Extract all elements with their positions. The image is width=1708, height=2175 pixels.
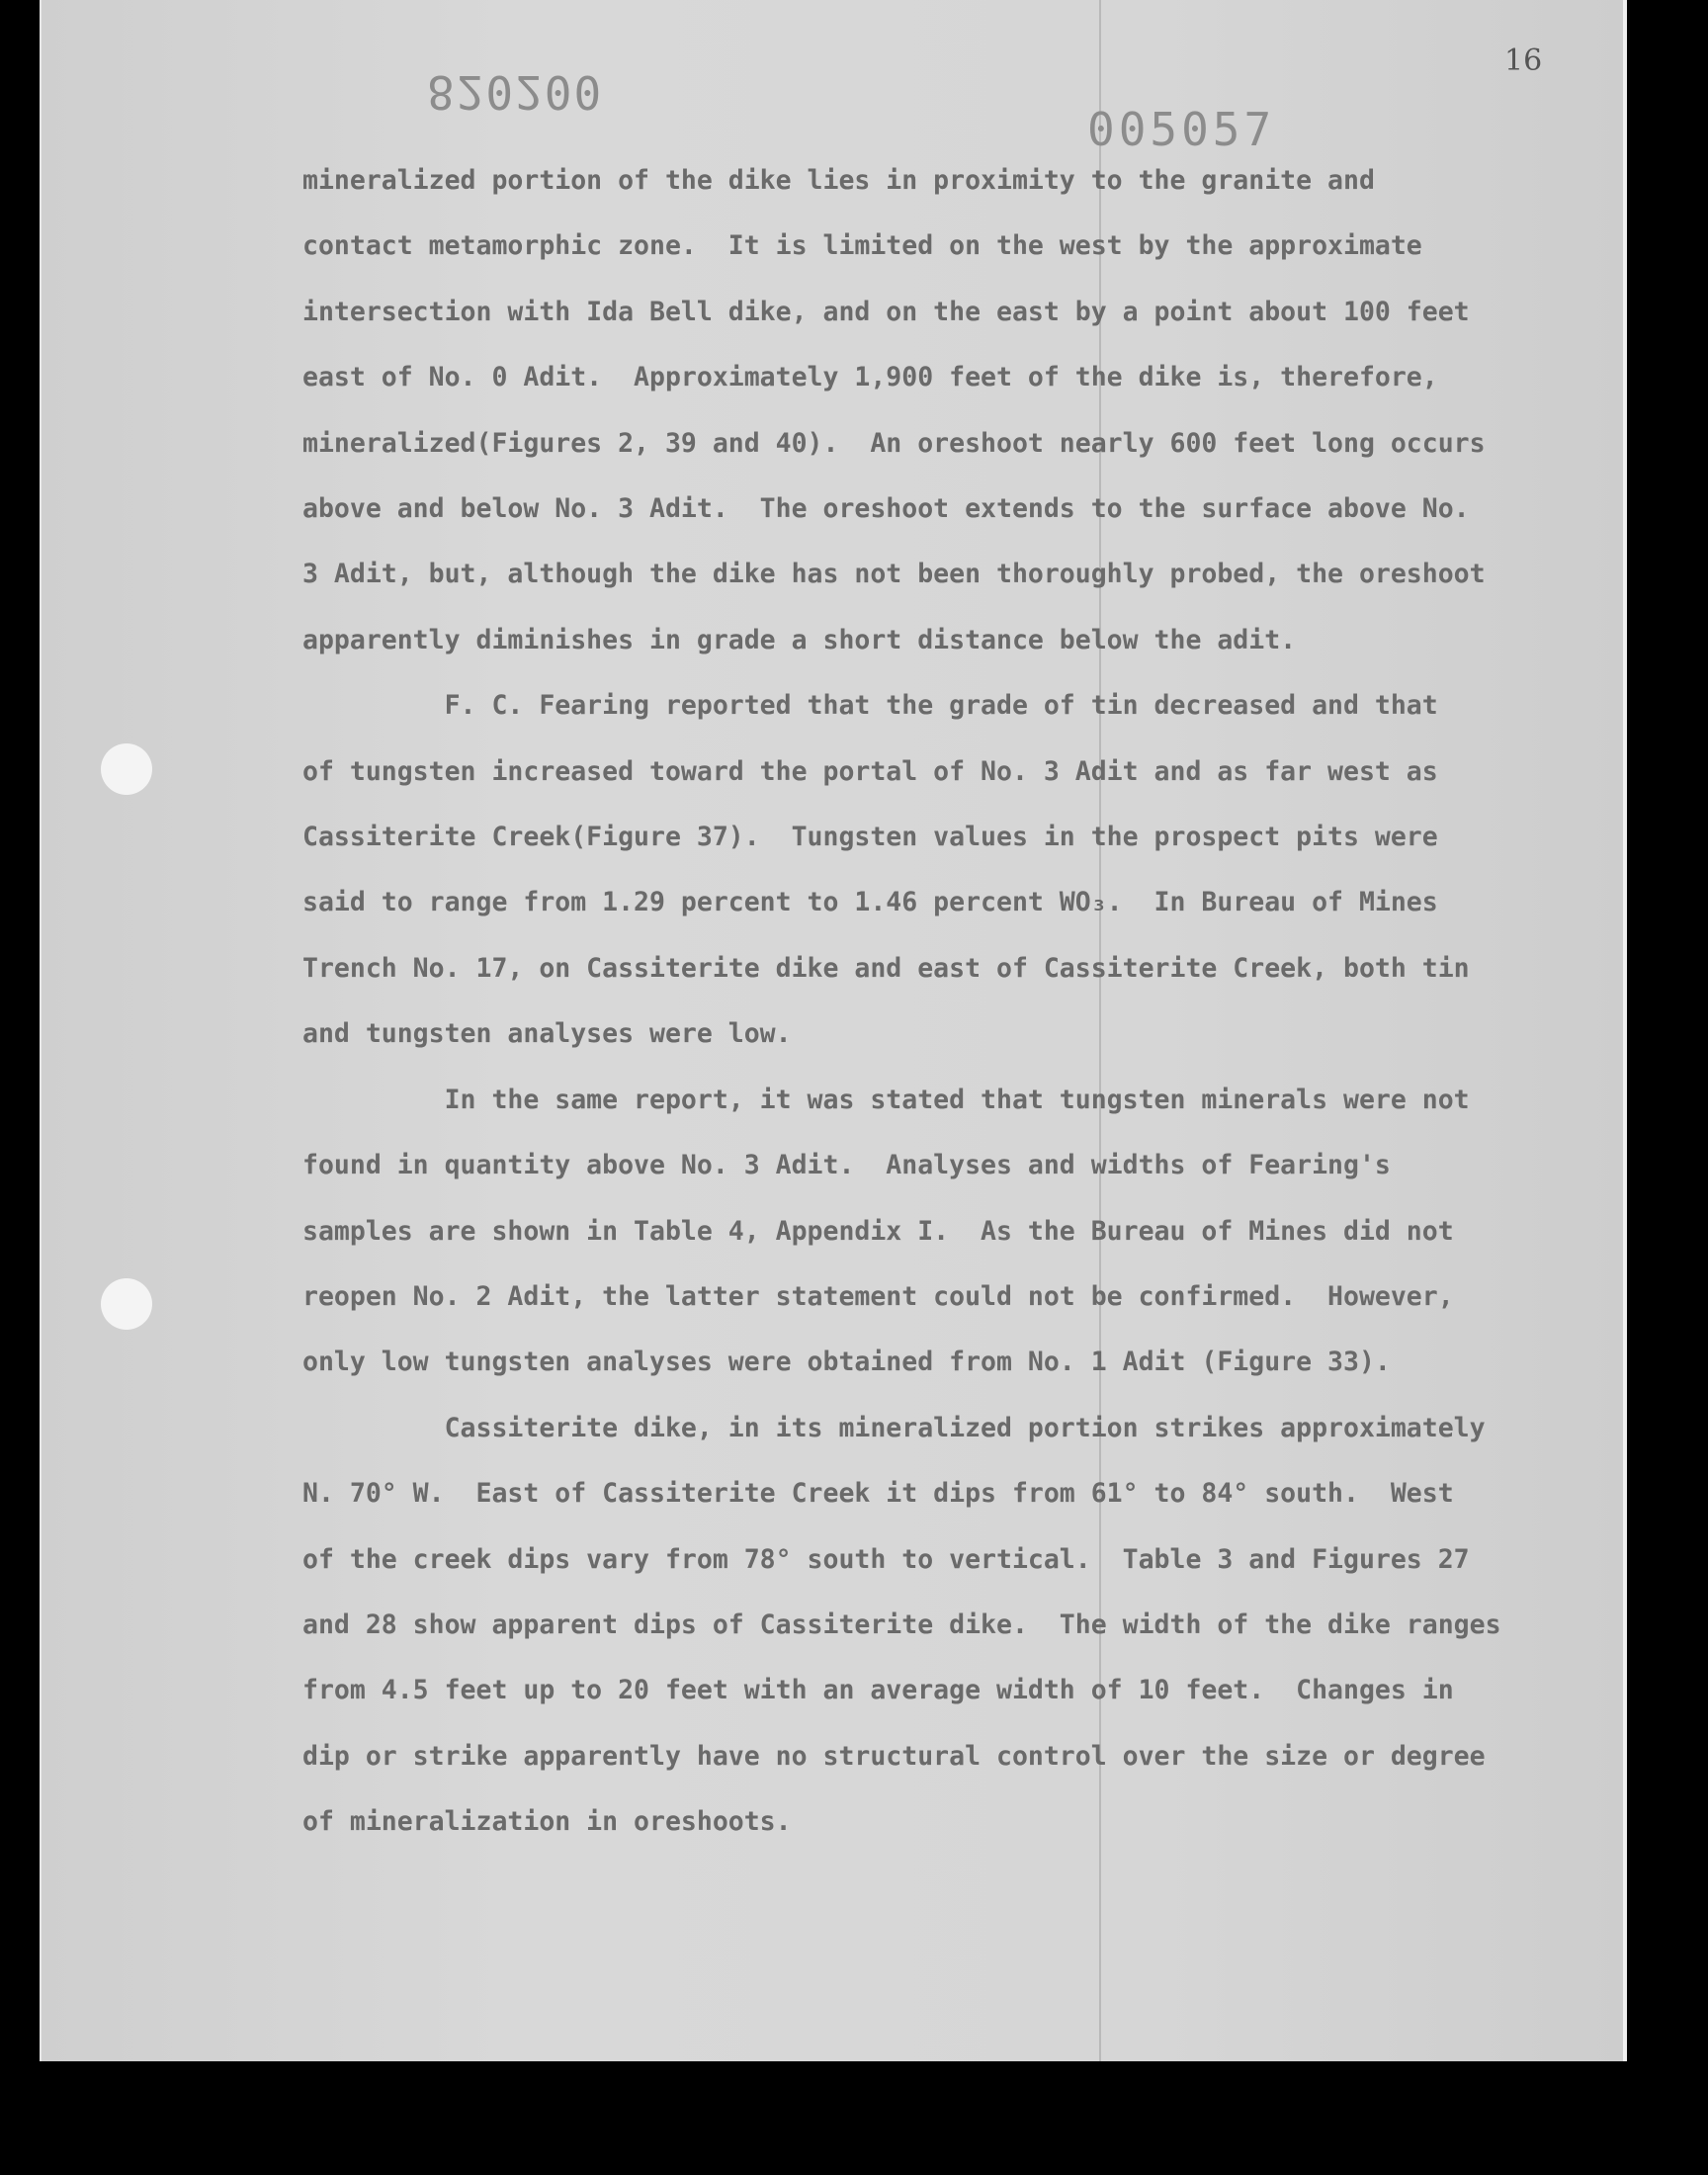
text-line: F. C. Fearing reported that the grade of tin decreased and that bbox=[302, 690, 1438, 722]
text-line: said to range from 1.29 percent to 1.46 percent WO₃. In Bureau of Mines bbox=[302, 887, 1438, 918]
text-line: of tungsten increased toward the portal of No. 3 Adit and as far west as bbox=[302, 755, 1438, 787]
text-line: of mineralization in oreshoots. bbox=[302, 1806, 792, 1838]
text-line: In the same report, it was stated that tungsten minerals were not bbox=[302, 1084, 1470, 1115]
stamp-number: 005057 bbox=[1087, 103, 1276, 156]
text-line: east of No. 0 Adit. Approximately 1,900 feet of the dike is, therefore, bbox=[302, 362, 1438, 393]
text-line: contact metamorphic zone. It is limited on the west by the approximate bbox=[302, 230, 1422, 262]
text-line: from 4.5 feet up to 20 feet with an average width of 10 feet. Changes in bbox=[302, 1675, 1454, 1706]
text-line: N. 70° W. East of Cassiterite Creek it dips from 61° to 84° south. West bbox=[302, 1478, 1454, 1510]
punch-hole-top bbox=[101, 743, 152, 795]
mirrored-stamp-number: 820200 bbox=[427, 65, 604, 119]
text-line: Cassiterite Creek(Figure 37). Tungsten values in the prospect pits were bbox=[302, 822, 1438, 853]
text-line: intersection with Ida Bell dike, and on the east by a point about 100 feet bbox=[302, 296, 1470, 327]
text-line: only low tungsten analyses were obtained from No. 1 Adit (Figure 33). bbox=[302, 1347, 1391, 1378]
text-line: Trench No. 17, on Cassiterite dike and east of Cassiterite Creek, both tin bbox=[302, 952, 1470, 984]
scanner-bottom-band bbox=[0, 2079, 1708, 2175]
text-line: found in quantity above No. 3 Adit. Analyses and widths of Fearing's bbox=[302, 1150, 1391, 1181]
text-line: mineralized(Figures 2, 39 and 40). An oreshoot nearly 600 feet long occurs bbox=[302, 427, 1486, 459]
text-line: Cassiterite dike, in its mineralized portion strikes approximately bbox=[302, 1412, 1486, 1443]
page-number: 16 bbox=[1504, 44, 1543, 78]
text-line: 3 Adit, but, although the dike has not been thoroughly probed, the oreshoot bbox=[302, 559, 1486, 590]
text-line: and tungsten analyses were low. bbox=[302, 1018, 792, 1050]
text-line: dip or strike apparently have no structural control over the size or degree bbox=[302, 1740, 1486, 1772]
text-line: above and below No. 3 Adit. The oreshoot extends to the surface above No. bbox=[302, 493, 1470, 525]
body-text bbox=[302, 148, 1623, 1856]
text-line: apparently diminishes in grade a short distance below the adit. bbox=[302, 624, 1297, 655]
text-line: mineralized portion of the dike lies in proximity to the granite and bbox=[302, 165, 1375, 196]
text-line: samples are shown in Table 4, Appendix I. As the Bureau of Mines did not bbox=[302, 1215, 1454, 1247]
text-line: and 28 show apparent dips of Cassiterite dike. The width of the dike ranges bbox=[302, 1609, 1501, 1640]
punch-hole-bottom bbox=[101, 1278, 152, 1330]
text-line: of the creek dips vary from 78° south to vertical. Table 3 and Figures 27 bbox=[302, 1543, 1470, 1575]
scanned-page bbox=[42, 0, 1623, 2061]
text-line: reopen No. 2 Adit, the latter statement could not be confirmed. However, bbox=[302, 1280, 1454, 1312]
